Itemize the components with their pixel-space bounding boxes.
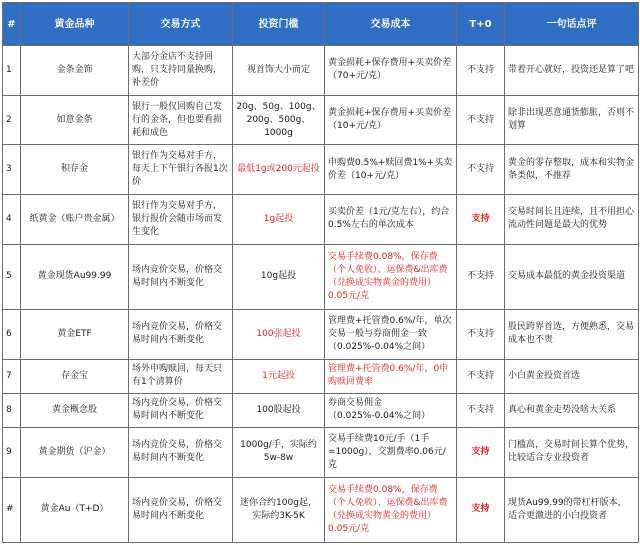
row-variety: 黄金ETF — [21, 309, 129, 359]
row-variety: 存金宝 — [21, 359, 129, 393]
row-cost: 交易手续费0.08%，保存费（个人免收）、运保费&出库费（兑换成实物黄金的费用）0.05元/克 — [325, 244, 457, 309]
gold-investment-comparison-table — [2, 2, 639, 543]
row-cost: 管理费+托管费0.6%/年，单次交易一般与券商佣金一致（0.025%-0.04%之间） — [325, 309, 457, 359]
row-t0: 不支持 — [457, 244, 505, 309]
row-index: 3 — [3, 145, 21, 195]
row-comment: 门槛高，交易时间长算个优势，比较适合专业投资者 — [505, 428, 639, 478]
row-cost: 交易手续费10元/手（1手=1000g），交割费率0.06元/克 — [325, 428, 457, 478]
table-row — [3, 145, 639, 195]
row-variety: 金条金饰 — [21, 46, 129, 96]
row-comment: 除非出现恶意通货膨胀，否则不划算 — [505, 95, 639, 145]
row-index: # — [3, 477, 21, 542]
table-row — [3, 477, 639, 542]
row-threshold: 1g起投 — [233, 195, 325, 245]
row-method: 场内竞价交易，价格交易时间内不断变化 — [129, 309, 233, 359]
table-row — [3, 359, 639, 393]
row-index: 9 — [3, 428, 21, 478]
row-index: 7 — [3, 359, 21, 393]
row-t0: 支持 — [457, 477, 505, 542]
row-t0: 不支持 — [457, 393, 505, 427]
row-comment: 现货Au99.99的带杠杆版本，适合更激进的小白投资者 — [505, 477, 639, 542]
row-method: 银行作为交易对手方，银行报价会随市场而发生变化 — [129, 195, 233, 245]
row-variety: 黄金现货Au99.99 — [21, 244, 129, 309]
row-threshold: 迷你合约100g起，实际约3K-5K — [233, 477, 325, 542]
row-threshold: 最低1g或200元起投 — [233, 145, 325, 195]
row-cost: 黄金损耗+保存费用+买卖价差（70+元/克） — [325, 46, 457, 96]
table-row — [3, 46, 639, 96]
table-body — [3, 46, 639, 543]
row-cost: 券商交易佣金（0.025%-0.04%之间） — [325, 393, 457, 427]
row-t0: 不支持 — [457, 145, 505, 195]
row-index: 8 — [3, 393, 21, 427]
row-t0: 不支持 — [457, 359, 505, 393]
row-method: 场内竞价交易，价格交易时间内不断变化 — [129, 428, 233, 478]
row-threshold: 视首饰大小而定 — [233, 46, 325, 96]
header-threshold: 投资门槛 — [233, 3, 325, 46]
row-method: 场内竞价交易，价格交易时间内不断变化 — [129, 477, 233, 542]
row-index: 1 — [3, 46, 21, 96]
header-cost: 交易成本 — [325, 3, 457, 46]
header-index: # — [3, 3, 21, 46]
row-t0: 不支持 — [457, 309, 505, 359]
row-t0: 支持 — [457, 428, 505, 478]
row-threshold: 1元起投 — [233, 359, 325, 393]
header-t0: T+0 — [457, 3, 505, 46]
row-cost: 交易手续费0.08%，保存费（个人免收）、运保费&出库费（兑换成实物黄金的费用）0.05元/克 — [325, 477, 457, 542]
row-t0: 不支持 — [457, 95, 505, 145]
row-variety: 黄金Au（T+D） — [21, 477, 129, 542]
row-variety: 如意金条 — [21, 95, 129, 145]
row-t0: 不支持 — [457, 46, 505, 96]
row-cost: 买卖价差（1元/克左右），约合0.5%左右的单次成本 — [325, 195, 457, 245]
row-method: 场外申购赎回，每天只有1个清算价 — [129, 359, 233, 393]
row-index: 2 — [3, 95, 21, 145]
row-method: 大部分金店不支持回购，只支持同量换购，补差价 — [129, 46, 233, 96]
table-row — [3, 428, 639, 478]
header-comment: 一句话点评 — [505, 3, 639, 46]
row-index: 4 — [3, 195, 21, 245]
table-header — [3, 3, 639, 46]
row-cost: 管理费+托管费0.6%/年，0申购赎回费率 — [325, 359, 457, 393]
row-t0: 支持 — [457, 195, 505, 245]
row-variety: 积存金 — [21, 145, 129, 195]
row-comment: 真心和黄金走势没啥大关系 — [505, 393, 639, 427]
row-threshold: 20g、50g、100g、200g、500g、1000g — [233, 95, 325, 145]
row-comment: 黄金的零存整取，成本和实物金条类似，不推荐 — [505, 145, 639, 195]
table-row — [3, 393, 639, 427]
table-row — [3, 244, 639, 309]
row-comment: 小白黄金投资首选 — [505, 359, 639, 393]
row-threshold: 100股起投 — [233, 393, 325, 427]
row-method: 银行一般仅回购自己发行的金条，但也要看损耗和成色 — [129, 95, 233, 145]
row-cost: 黄金损耗+保存费用+买卖价差（10+元/克） — [325, 95, 457, 145]
row-method: 场内竞价交易，价格交易时间内不断变化 — [129, 244, 233, 309]
table-row — [3, 195, 639, 245]
row-method: 场内竞价交易，价格交易时间内不断变化 — [129, 393, 233, 427]
row-comment: 交易时间长且连续，且不用担心流动性问题是最大的优势 — [505, 195, 639, 245]
row-threshold: 10g起投 — [233, 244, 325, 309]
table-row — [3, 309, 639, 359]
row-threshold: 100张起投 — [233, 309, 325, 359]
row-variety: 黄金概念股 — [21, 393, 129, 427]
header-method: 交易方式 — [129, 3, 233, 46]
row-method: 银行作为交易对手方，每天上下午银行各报1次价 — [129, 145, 233, 195]
row-variety: 黄金期货（沪金） — [21, 428, 129, 478]
row-threshold: 1000g/手，实际约5w-8w — [233, 428, 325, 478]
row-comment: 交易成本最低的黄金投资渠道 — [505, 244, 639, 309]
row-index: 6 — [3, 309, 21, 359]
row-cost: 申购费0.5%+赎回费1%+买卖价差（10+元/克） — [325, 145, 457, 195]
row-variety: 纸黄金（账户贵金属） — [21, 195, 129, 245]
table-row — [3, 95, 639, 145]
header-row — [3, 3, 639, 46]
row-comment: 股民跨界首选，方便熟悉，交易成本也不贵 — [505, 309, 639, 359]
row-index: 5 — [3, 244, 21, 309]
header-variety: 黄金品种 — [21, 3, 129, 46]
row-comment: 带着开心就好，投资还是算了吧 — [505, 46, 639, 96]
